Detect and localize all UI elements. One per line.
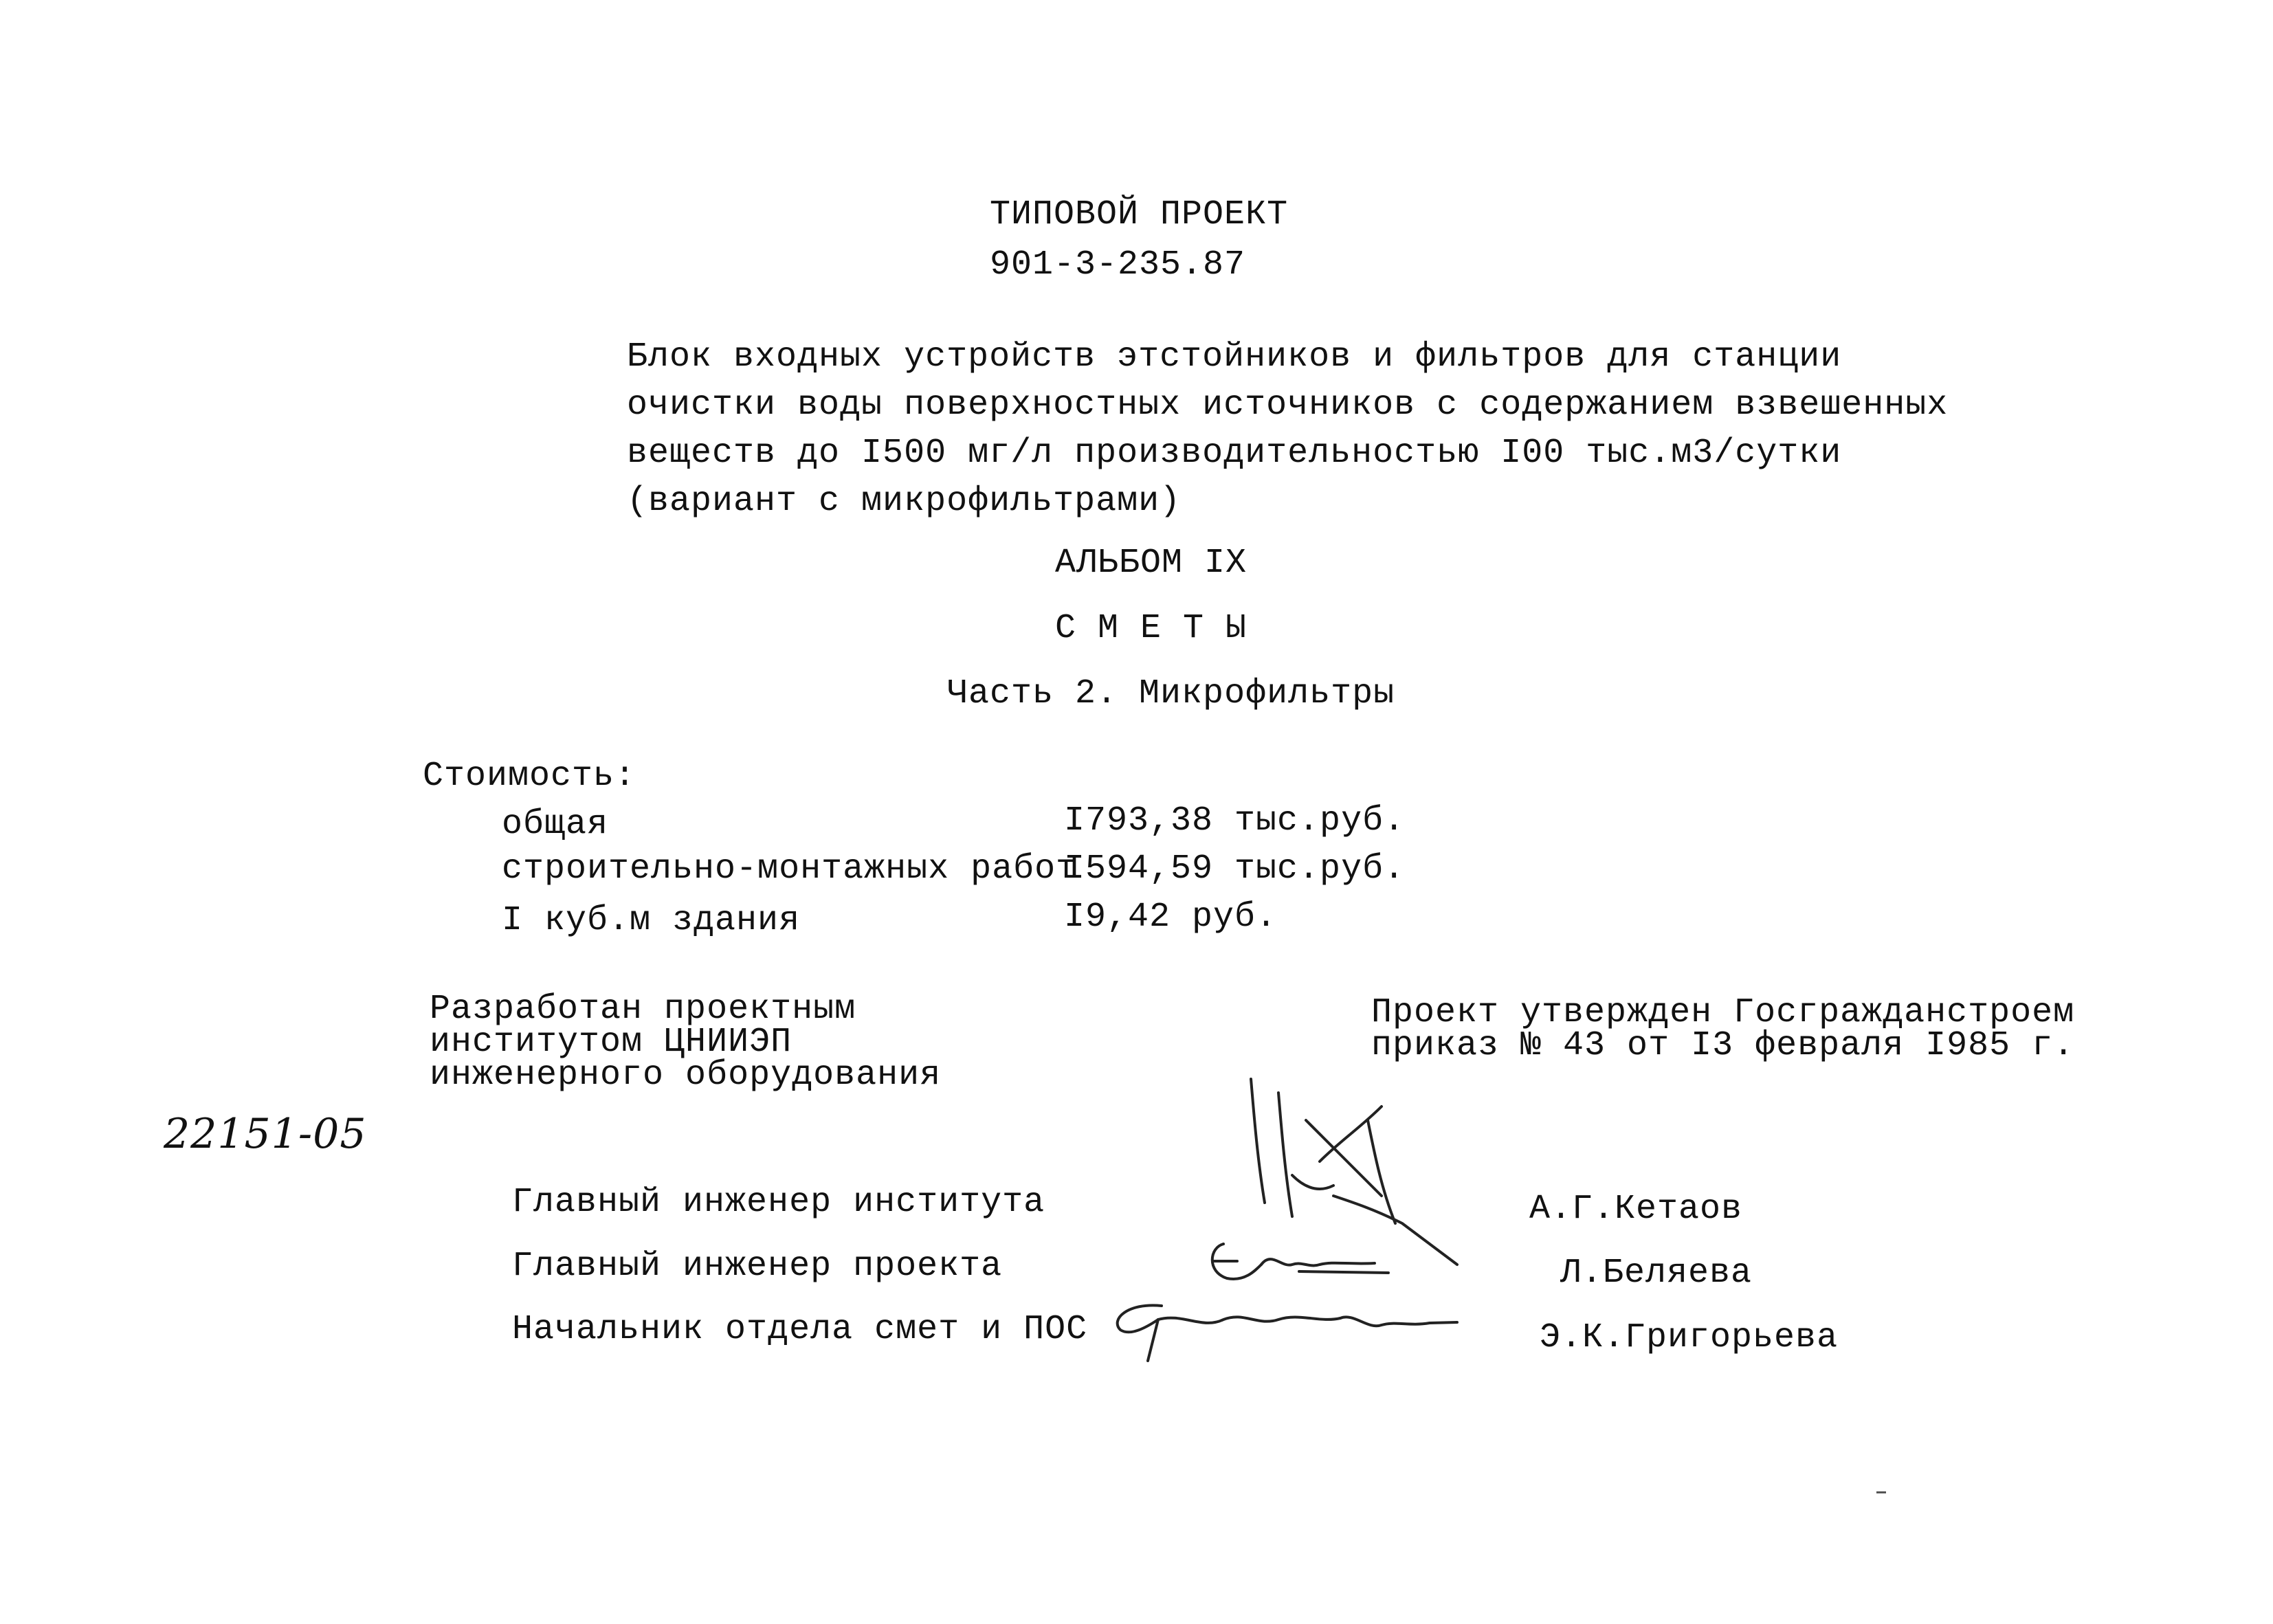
cost-label: строительно-монтажных работ [502, 849, 1078, 889]
cost-label: общая [502, 805, 609, 844]
part-title: Часть 2. Микрофильтры [947, 674, 1395, 713]
signature-head-estimates-department [1107, 1292, 1464, 1368]
cost-value: I9,42 руб. [1064, 898, 1278, 937]
project-type-title: ТИПОВОЙ ПРОЕКТ [990, 195, 1289, 234]
cost-value: I594,59 тыс.руб. [1064, 849, 1406, 889]
cost-label: I куб.м здания [502, 901, 801, 940]
inventory-number: 22151-05 [164, 1110, 367, 1158]
album-title: АЛЬБОМ IX [1055, 544, 1248, 583]
signatory-role: Начальник отдела смет и ПОС [512, 1310, 1088, 1349]
description-line: (вариант с микрофильтрами) [627, 482, 1182, 521]
description-line: Блок входных устройств этстойников и фильтров для станции [627, 337, 1842, 377]
section-title: С М Е Т Ы [1055, 609, 1248, 648]
cost-heading: Стоимость: [423, 757, 636, 796]
developer-line: институтом ЦНИИЭП [430, 1023, 792, 1062]
developer-line: инженерного оборудования [430, 1056, 942, 1095]
approval-line: Проект утвержден Госгражданстроем [1371, 993, 2075, 1032]
description-line: очистки воды поверхностных источников с содержанием взвешенных [627, 386, 1949, 425]
signatory-name: А.Г.Кетаов [1529, 1190, 1743, 1229]
signatory-role: Главный инженер проекта [512, 1247, 1003, 1286]
cost-value: I793,38 тыс.руб. [1064, 801, 1406, 841]
signatory-name: Э.К.Григорьева [1540, 1318, 1839, 1357]
signature-chief-engineer-institute [1237, 1065, 1471, 1258]
signatory-role: Главный инженер института [512, 1183, 1045, 1222]
approval-line: приказ № 43 от I3 февраля I985 г. [1371, 1026, 2075, 1065]
developer-line: Разработан проектным [430, 990, 856, 1029]
description-line: веществ до I500 мг/л производительностью I00 тыс.м3/сутки [627, 434, 1842, 473]
signatory-name: Л.Беляева [1560, 1254, 1753, 1293]
scan-mark [1876, 1491, 1886, 1493]
project-number: 901-3-235.87 [990, 245, 1246, 285]
signature-chief-engineer-project [1196, 1230, 1402, 1299]
